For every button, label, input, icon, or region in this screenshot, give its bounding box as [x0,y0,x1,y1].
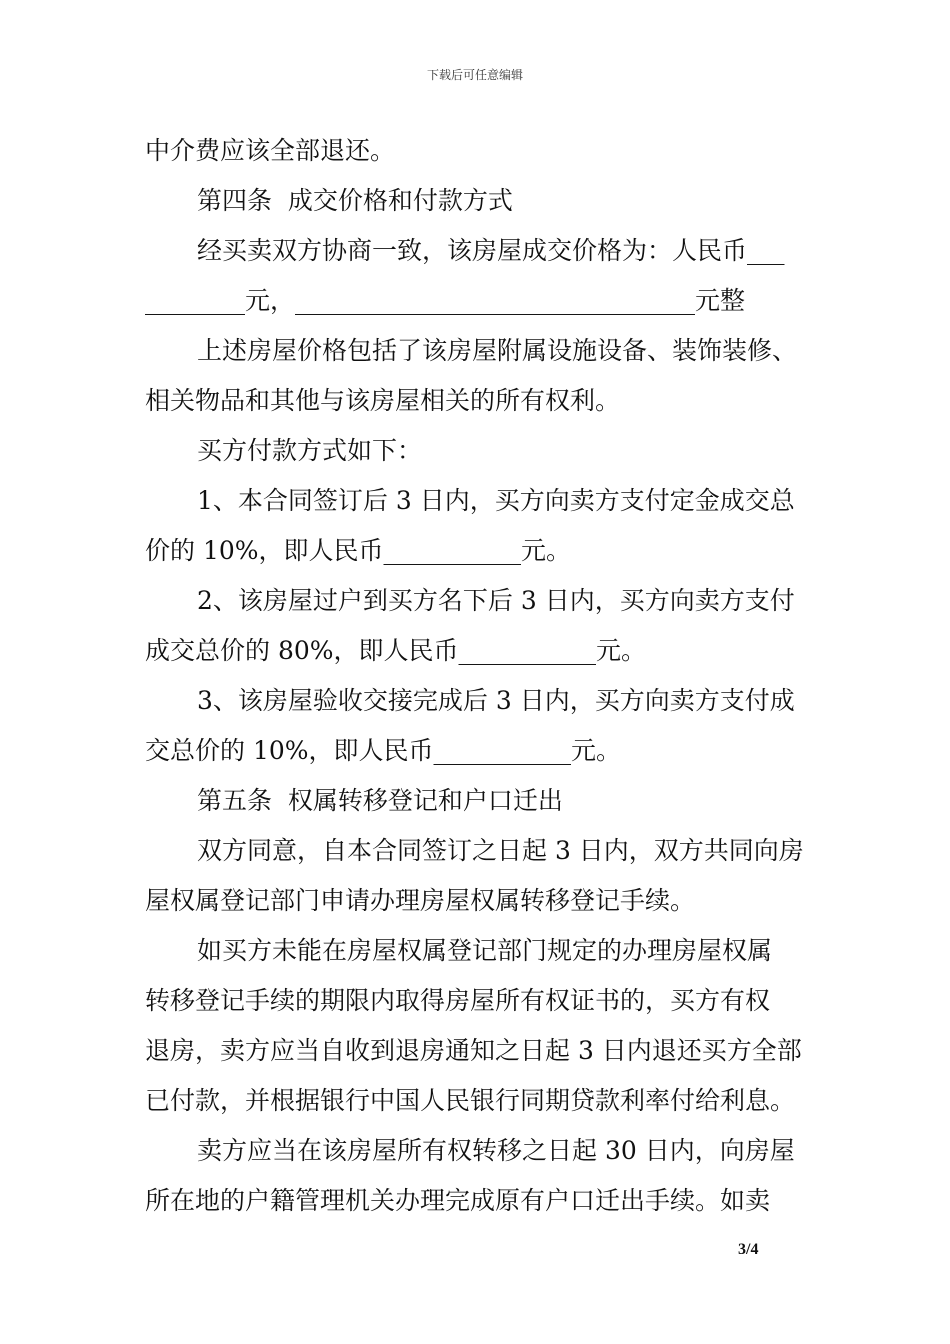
line-text: 价的 10%，即人民币___________元。 [145,536,572,565]
text-line [145,126,810,176]
line-text: 1、本合同签订后 3 日内，买方向卖方支付定金成交总 [197,486,795,515]
text-line [145,726,810,776]
line-text: 成交总价的 80%，即人民币___________元。 [145,636,647,665]
text-line [145,1076,810,1126]
line-text: 退房，卖方应当自收到退房通知之日起 3 日内退还买方全部 [145,1036,802,1065]
text-line [145,326,810,376]
line-text: 所在地的户籍管理机关办理完成原有户口迁出手续。如卖 [145,1186,771,1215]
text-line [145,1126,810,1176]
line-text: 3、该房屋验收交接完成后 3 日内，买方向卖方支付成 [197,686,795,715]
text-line [145,476,810,526]
line-text: 如买方未能在房屋权属登记部门规定的办理房屋权属 [197,936,773,965]
text-line [145,1176,810,1226]
line-text: 2、该房屋过户到买方名下后 3 日内，买方向卖方支付 [197,586,795,615]
text-line [145,176,810,226]
page-header: 下载后可任意编辑 [426,68,523,82]
current-page: 3 [738,1241,746,1258]
line-text: 屋权属登记部门申请办理房屋权属转移登记手续。 [145,886,696,915]
text-line [145,576,810,626]
line-text: 第四条 成交价格和付款方式 [197,186,513,215]
line-text: 交总价的 10%，即人民币___________元。 [145,736,622,765]
text-line [145,676,810,726]
text-line [145,526,810,576]
text-line [145,1026,810,1076]
line-text: 卖方应当在该房屋所有权转移之日起 30 日内，向房屋 [197,1136,795,1165]
page-number [738,1241,758,1259]
text-line [145,776,810,826]
total-pages: 4 [750,1241,759,1258]
text-line [145,826,810,876]
line-text: 转移登记手续的期限内取得房屋所有权证书的，买方有权 [145,986,771,1015]
text-line [145,626,810,676]
text-line [145,876,810,926]
line-text: 上述房屋价格包括了该房屋附属设施设备、装饰装修、 [197,336,798,365]
line-text: 相关物品和其他与该房屋相关的所有权利。 [145,386,621,415]
text-line [145,426,810,476]
line-text: 已付款，并根据银行中国人民银行同期贷款利率付给利息。 [145,1086,796,1115]
line-text: 买方付款方式如下： [197,436,423,465]
line-text: ________元，________________________________元整 [145,286,746,315]
line-text: 经买卖双方协商一致，该房屋成交价格为：人民币___ [197,236,785,265]
text-line [145,276,810,326]
line-text: 中介费应该全部退还。 [145,136,396,165]
document-body [145,126,810,1226]
text-line [145,226,810,276]
text-line [145,926,810,976]
page-separator: / [746,1241,751,1258]
line-text: 双方同意，自本合同签订之日起 3 日内，双方共同向房 [197,836,804,865]
text-line [145,376,810,426]
text-line [145,976,810,1026]
line-text: 第五条 权属转移登记和户口迁出 [197,786,563,815]
